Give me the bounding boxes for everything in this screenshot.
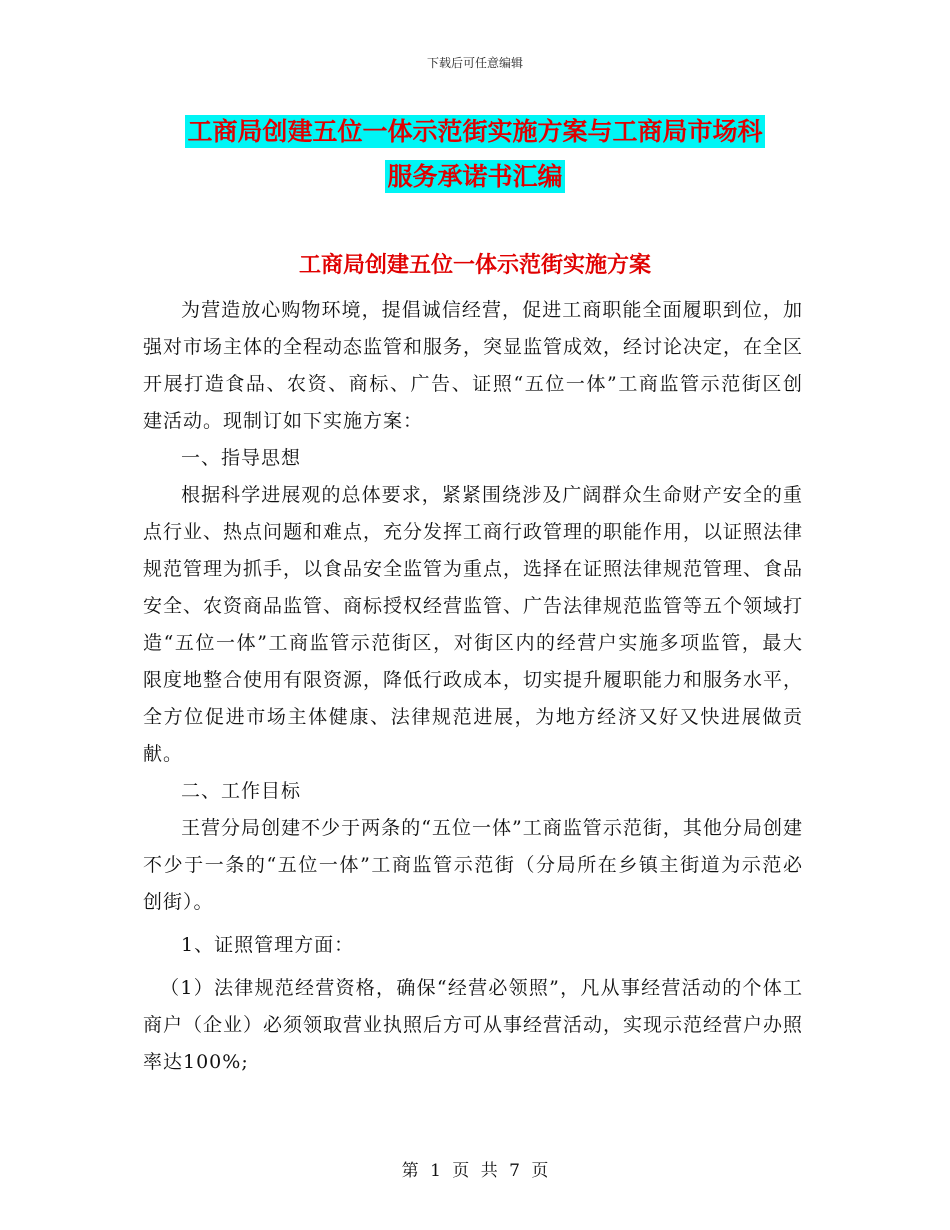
paragraph-intro: 为营造放心购物环境，提倡诚信经营，促进工商职能全面履职到位，加强对市场主体的全程动态监管和服务，突显监管成效，经讨论决定，在全区开展打造食品、农资、商标、广告、证照“五位一体”工商监管示范街区创建活动。现制订如下实施方案： xyxy=(143,299,804,432)
section-title: 工商局创建五位一体示范街实施方案 xyxy=(298,252,651,278)
title-highlight-1: 工商局创建五位一体示范街实施方案与工商局市场科 xyxy=(187,117,763,146)
header-note: 下载后可任意编辑 xyxy=(426,56,523,70)
document-title-line-2 xyxy=(0,157,950,193)
paragraph-guiding-ideology: 根据科学进展观的总体要求，紧紧围绕涉及广阔群众生命财产安全的重点行业、热点问题和难点，充分发挥工商行政管理的职能作用，以证照法律规范管理为抓手，以食品安全监管为重点，选择在证照法律规范管理、食品安全、农资商品监管、商标授权经营监管、广告法律规范监管等五个领域打造“五位一体”工商监管示范街区，对街区内的经营户实施多项监管，最大限度地整合使用有限资源，降低行政成本，切实提升履职能力和服务水平，全方位促进市场主体健康、法律规范进展，为地方经济又好又快进展做贡献。 xyxy=(143,484,804,765)
heading-work-goals: 二、工作目标 xyxy=(181,780,302,802)
document-title-line-1 xyxy=(0,112,950,148)
page-number: 第 1 页 共 7 页 xyxy=(401,1161,549,1181)
heading-guiding-ideology: 一、指导思想 xyxy=(181,447,302,469)
heading-license-management: 1、证照管理方面： xyxy=(181,934,355,956)
paragraph-license-item-1: （1）法律规范经营资格，确保“经营必领照”，凡从事经营活动的个体工商户（企业）必须领取营业执照后方可从事经营活动，实现示范经营户办照率达100%; xyxy=(143,977,804,1073)
body-text xyxy=(143,292,803,1081)
title-highlight-2: 服务承诺书汇编 xyxy=(387,162,563,191)
paragraph-work-goals: 王营分局创建不少于两条的“五位一体”工商监管示范街，其他分局创建不少于一条的“五位一体”工商监管示范街（分局所在乡镇主街道为示范必创街）。 xyxy=(143,817,803,913)
